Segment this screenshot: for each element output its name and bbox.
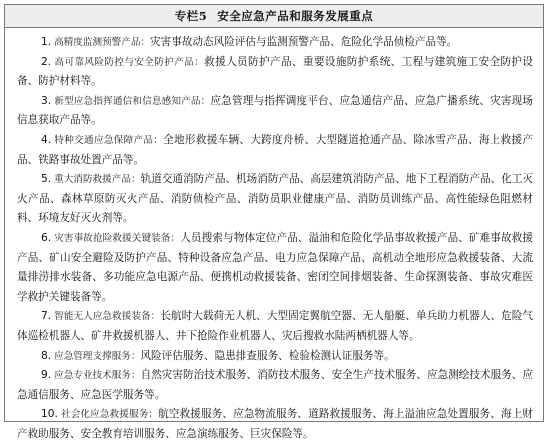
item-heading: 高精度监测预警产品： (54, 37, 151, 48)
item-number: 3. (41, 94, 52, 107)
column-number: 专栏5 (174, 9, 208, 23)
item-text: 风险评估服务、隐患排查服务、检验检测认证服务等。 (140, 349, 395, 362)
item-number: 1. (41, 36, 52, 48)
item-text: 轨道交通消防产品、机场消防产品、高层建筑消防产品、地下工程消防产品、化工灭火产品、森林草原防灭火产品、消防侦检产品、消防员职业健康产品、消防员训练产品、高性能绿色阻燃材料、环境友好灭火剂等。 (17, 173, 534, 225)
list-item (17, 347, 533, 367)
item-text: 应急管理与指挥调度平台、应急通信产品、应急广播系统、灾害现场信息获取产品等。 (17, 94, 534, 127)
list-item (17, 405, 533, 444)
panel-body (5, 28, 543, 444)
item-number: 4. (41, 133, 52, 146)
list-item (17, 33, 533, 53)
panel-title: 安全应急产品和服务发展重点 (217, 9, 374, 23)
item-text: 航空救援服务、应急物流服务、道路救援服务、海上溢油应急处置服务、海上财产救助服务、安全教育培训服务、应急演练服务、巨灾保险等。 (17, 408, 533, 440)
item-number: 7. (41, 310, 52, 323)
item-number: 6. (41, 231, 52, 244)
list-item (17, 53, 533, 92)
item-text: 人员搜索与物体定位产品、溢油和危险化学品事故救援产品、矿难事故救援产品、矿山安全避险及防护产品、特种设备应急产品、电力应急保障产品、高机动全地形应急救援装备、大流量排涝排水装备、多功能应急电源产品、便携机动救援装备、密闭空间排烟装备、生命探测装备、事故灾难医学救护关键装备等。 (17, 231, 534, 303)
list-item (17, 229, 533, 307)
item-number: 8. (41, 349, 52, 362)
feature-column-panel (4, 4, 544, 440)
item-text: 长航时大载荷无人机、大型固定翼航空器、无人船艇、单兵助力机器人、危险气体巡检机器人、矿井救援机器人、井下抢险作业机器人、灾后搜救水陆两栖机器人等。 (17, 310, 534, 342)
panel-title-bar (5, 5, 543, 28)
list-item (17, 131, 533, 170)
item-heading: 智能无人应急救援装备： (54, 311, 161, 323)
item-text: 救援人员防护产品、重要设施防护系统、工程与建筑施工安全防护设备、防护材料等。 (17, 55, 534, 88)
item-number: 10. (41, 408, 58, 421)
list-item (17, 307, 533, 346)
list-item (17, 366, 533, 405)
item-heading: 高可靠风险防控与安全防护产品： (54, 56, 205, 68)
list-item (17, 170, 533, 229)
item-number: 2. (41, 55, 52, 68)
item-text: 全地形救援车辆、大跨度舟桥、大型隧道抢通产品、除冰雪产品、海上救援产品、铁路事故处置产品等。 (17, 133, 534, 166)
item-heading: 社会化应急救援服务： (60, 409, 159, 421)
item-text: 灾害事故动态风险评估与监测预警产品、危险化学品侦检产品等。 (150, 36, 458, 48)
item-heading: 重大消防救援产品： (54, 174, 141, 186)
item-text: 自然灾害防治技术服务、消防技术服务、安全生产技术服务、应急测绘技术服务、应急通信服务、应急医学服务等。 (17, 369, 534, 401)
item-heading: 应急管理支撑服务： (54, 350, 141, 362)
item-heading: 应急专业技术服务： (54, 370, 141, 382)
item-heading: 特种交通应急保障产品： (54, 134, 164, 146)
list-item (17, 92, 533, 131)
item-number: 9. (41, 369, 52, 382)
item-heading: 灾害事故抢险救援关键装备： (54, 232, 181, 244)
item-heading: 新型应急指挥通信和信息感知产品： (54, 95, 211, 107)
item-number: 5. (41, 173, 52, 186)
